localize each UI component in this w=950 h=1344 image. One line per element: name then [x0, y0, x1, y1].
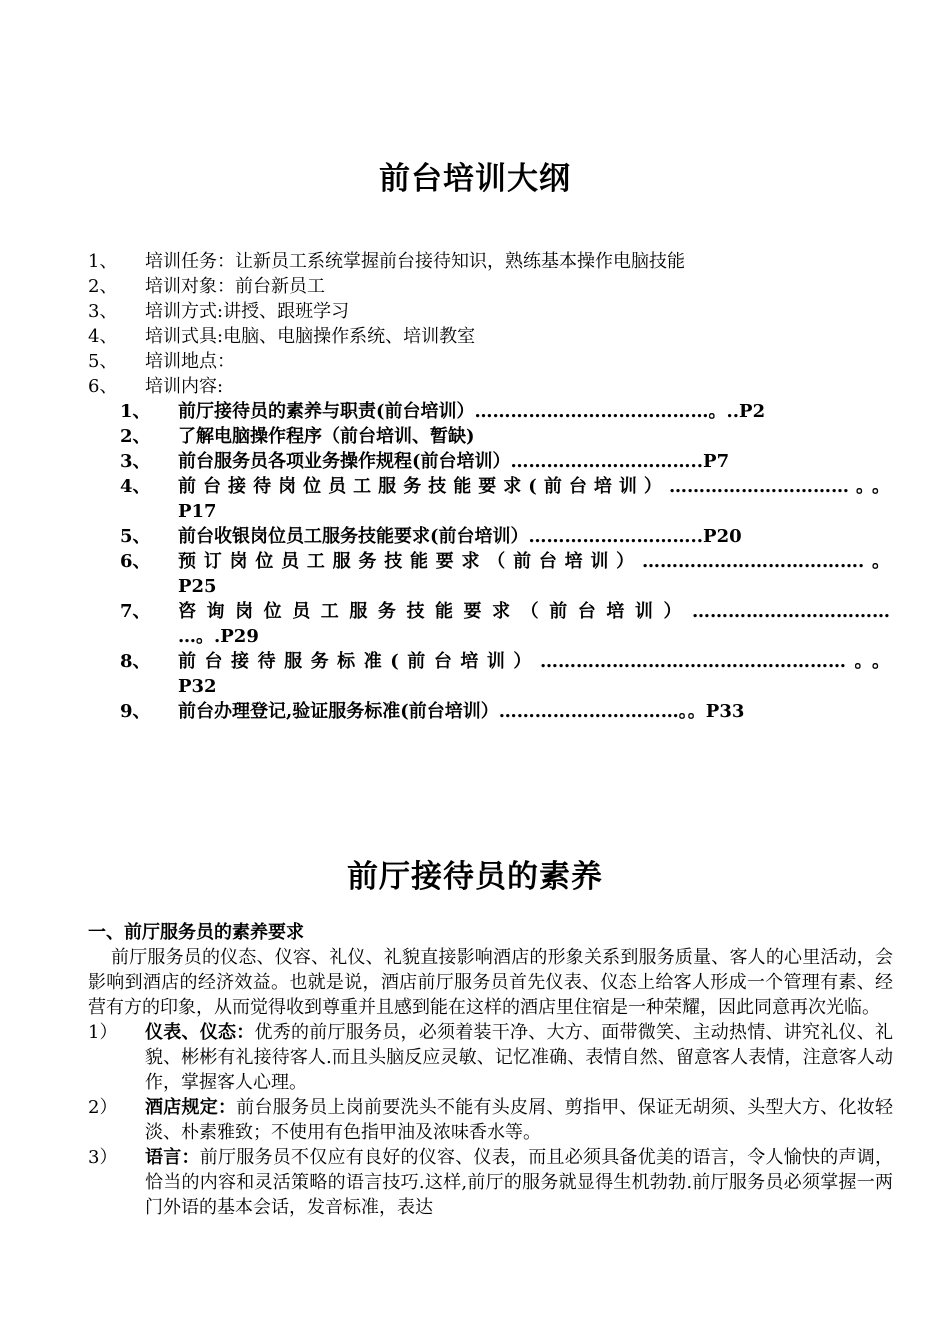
toc-entry: [88, 549, 908, 599]
outline-item: [88, 249, 908, 274]
requirement-item: [88, 1145, 893, 1220]
toc-text: 预订岗位员工服务技能要求（前台培训）……………………………….。: [178, 551, 890, 572]
requirement-item: [88, 1095, 893, 1145]
item-text: 优秀的前厅服务员，必须着装干净、大方、面带微笑、主动热情、讲究礼仪、礼貌、彬彬有礼接待客人.而且头脑反应灵敏、记忆准确、表情自然、留意客人表情，注意客人动作，掌握客人心理。: [145, 1022, 893, 1093]
item-number: 1）: [88, 1022, 118, 1043]
toc-text: 了解电脑操作程序（前台培训、暂缺): [178, 426, 475, 447]
toc-entry: [88, 699, 908, 724]
item-text: 前台服务员上岗前要洗头不能有头皮屑、剪指甲、保证无胡须、头型大方、化妆轻淡、朴素雅致；不使用有色指甲油及浓味香水等。: [145, 1097, 893, 1143]
toc-entry: [88, 524, 908, 549]
outline-item: [88, 274, 908, 299]
toc-page: …。.P29: [178, 626, 259, 647]
outline-text: 培训式具:电脑、电脑操作系统、培训教室: [145, 326, 476, 347]
item-number: 2）: [88, 1097, 118, 1118]
item-body: [145, 1020, 893, 1095]
toc-text: 咨询岗位员工服务技能要求（前台培训）……………………………: [178, 601, 890, 622]
item-text: 前厅服务员不仅应有良好的仪容、仪表，而且必须具备优美的语言，令人愉快的声调，恰当的内容和灵活策略的语言技巧.这样,前厅的服务就显得生机勃勃.前厅服务员必须掌握一两门外语的基本会话，发音标准，表达: [145, 1147, 893, 1218]
outline-text: 培训方式:讲授、跟班学习: [145, 301, 350, 322]
section-body: [88, 920, 893, 1220]
outline-number: 1、: [88, 251, 118, 272]
toc-number: 6、: [120, 551, 151, 572]
intro-paragraph: 前厅服务员的仪态、仪容、礼仪、礼貌直接影响酒店的形象关系到服务质量、客人的心里活动，会影响到酒店的经济效益。也就是说，酒店前厅服务员首先仪表、仪态上给客人形成一个管理有素、经营有方的印象，从而觉得收到尊重并且感到能在这样的酒店里住宿是一种荣耀，因此同意再次光临。: [88, 947, 893, 1018]
outline-item: [88, 324, 908, 349]
toc-text: 前台接待服务标准(前台培训）……………………………………………。。: [178, 651, 890, 672]
outline-number: 5、: [88, 351, 118, 372]
toc-entry: [88, 449, 908, 474]
toc-text: 前台办理登记,验证服务标准(前台培训）…………………………。。P33: [178, 701, 745, 722]
toc-number: 4、: [120, 476, 151, 497]
outline-number: 4、: [88, 326, 118, 347]
item-label: 语言：: [145, 1147, 200, 1168]
outline-number: 6、: [88, 376, 118, 397]
outline-item: [88, 299, 908, 324]
toc-text: 前厅接待员的素养与职责(前台培训）…………………………………。..P2: [178, 401, 766, 422]
item-body: [145, 1145, 893, 1220]
toc-entry: [88, 399, 908, 424]
requirement-item: [88, 1020, 893, 1095]
item-number: 3）: [88, 1147, 118, 1168]
outline-text: 培训对象：前台新员工: [145, 276, 325, 297]
toc-entry: [88, 649, 908, 699]
outline-text: 培训地点：: [145, 351, 235, 372]
outline-item: [88, 349, 908, 374]
toc-number: 8、: [120, 651, 151, 672]
toc-entry: [88, 424, 908, 449]
section-heading: 一、前厅服务员的素养要求: [88, 922, 304, 943]
toc-text: 前台收银岗位员工服务技能要求(前台培训）………………………..P20: [178, 526, 742, 547]
page-title: 前台培训大纲: [379, 161, 571, 197]
toc-number: 2、: [120, 426, 151, 447]
item-label: 酒店规定：: [145, 1097, 237, 1118]
toc-number: 9、: [120, 701, 151, 722]
toc-page: P17: [178, 501, 217, 522]
outline-number: 2、: [88, 276, 118, 297]
toc-entry: [88, 474, 908, 524]
section-title: 前厅接待员的素养: [347, 859, 603, 895]
toc-text: 前台服务员各项业务操作规程(前台培训）…………………………..P7: [178, 451, 730, 472]
toc-number: 7、: [120, 601, 151, 622]
toc-page: P25: [178, 576, 217, 597]
toc-entry: [88, 599, 908, 649]
item-body: [145, 1095, 893, 1145]
outline-list: [88, 249, 908, 724]
outline-text: 培训任务：让新员工系统掌握前台接待知识，熟练基本操作电脑技能: [145, 251, 685, 272]
toc-page: P32: [178, 676, 217, 697]
outline-number: 3、: [88, 301, 118, 322]
item-label: 仪表、仪态：: [145, 1022, 255, 1043]
toc-text: 前台接待岗位员工服务技能要求(前台培训）…………………………。。: [178, 476, 890, 497]
outline-text: 培训内容:: [145, 376, 224, 397]
outline-item: [88, 374, 908, 399]
toc-number: 3、: [120, 451, 151, 472]
toc-number: 5、: [120, 526, 151, 547]
toc-number: 1、: [120, 401, 151, 422]
